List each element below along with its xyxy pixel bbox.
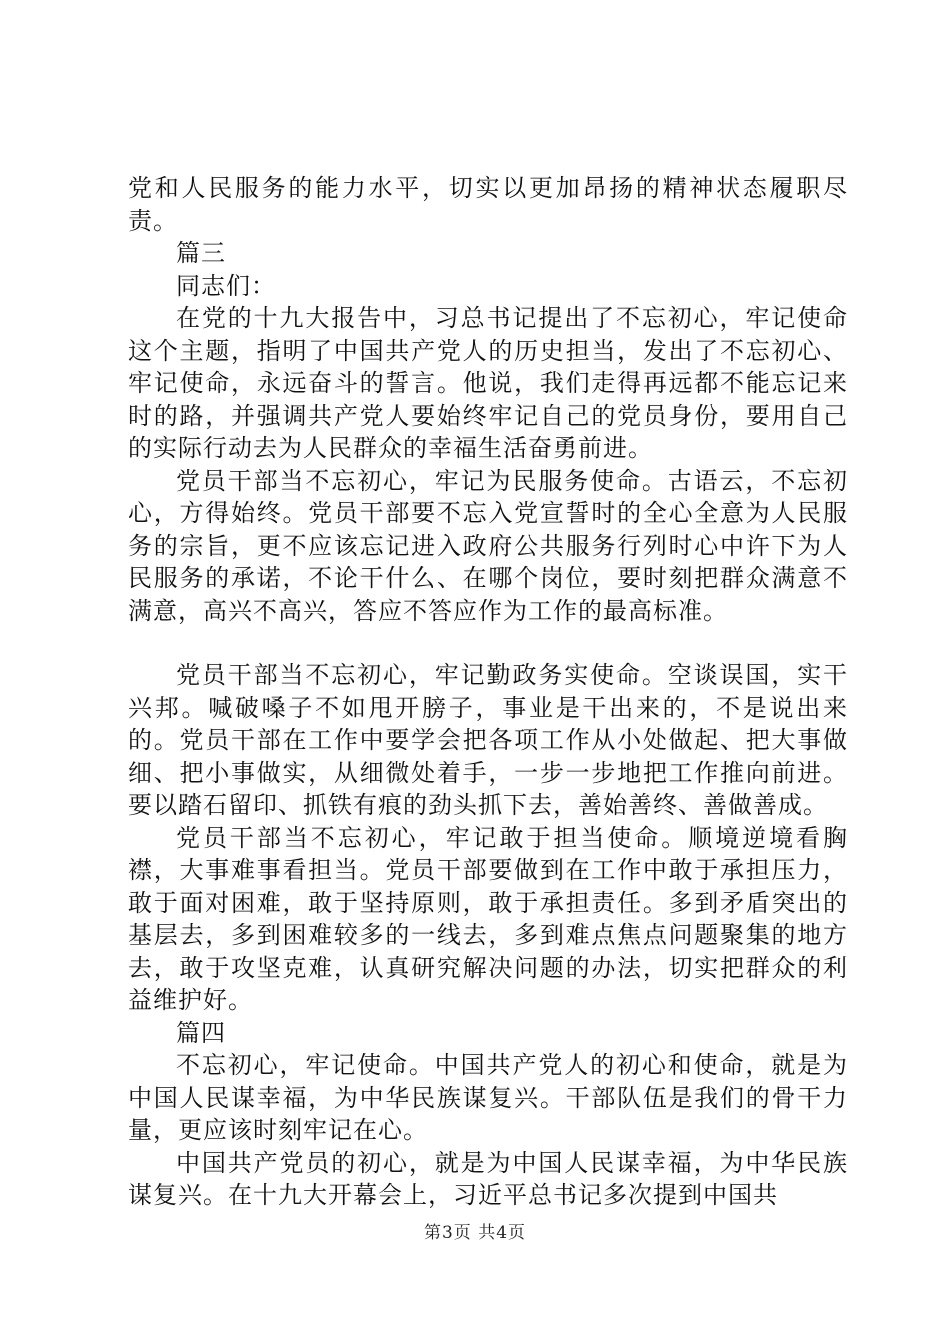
paragraph-gap — [128, 627, 848, 659]
paragraph: 在党的十九大报告中，习总书记提出了不忘初心，牢记使命这个主题，指明了中国共产党人的历史担当，发出了不忘初心、牢记使命，永远奋斗的誓言。他说，我们走得再远都不能忘记来时的路，并强调共产党人要始终牢记自己的党员身份，要用自己的实际行动去为人民群众的幸福生活奋勇前进。 — [128, 304, 848, 462]
page-footer: 第3页 共4页 — [423, 1223, 527, 1243]
paragraph: 党员干部当不忘初心，牢记敢于担当使命。顺境逆境看胸襟，大事难事看担当。党员干部要做到在工作中敢于承担压力，敢于面对困难，敢于坚持原则，敢于承担责任。多到矛盾突出的基层去，多到困难较多的一线去，多到难点焦点问题聚集的地方去，敢于攻坚克难，认真研究解决问题的办法，切实把群众的利益维护好。 — [128, 823, 848, 1014]
paragraph-continuation: 党和人民服务的能力水平，切实以更加昂扬的精神状态履职尽责。 — [128, 174, 848, 235]
paragraph: 党员干部当不忘初心，牢记勤政务实使命。空谈误国，实干兴邦。喊破嗓子不如甩开膀子，事业是干出来的，不是说出来的。党员干部在工作中要学会把各项工作从小处做起、把大事做细、把小事做实，从细微处着手，一步一步地把工作推向前进。要以踏石留印、抓铁有痕的劲头抓下去，善始善终、善做善成。 — [128, 661, 848, 819]
section-heading-3: 篇三 — [176, 239, 226, 267]
section-heading-4: 篇四 — [176, 1018, 226, 1047]
paragraph: 不忘初心，牢记使命。中国共产党人的初心和使命，就是为中国人民谋幸福，为中华民族谋复兴。干部队伍是我们的骨干力量，更应该时刻牢记在心。 — [128, 1051, 848, 1144]
salutation: 同志们： — [176, 271, 276, 300]
paragraph: 中国共产党员的初心，就是为中国人民谋幸福，为中华民族谋复兴。在十九大开幕会上，习近平总书记多次提到中国共 — [128, 1148, 848, 1209]
paragraph: 党员干部当不忘初心，牢记为民服务使命。古语云，不忘初心，方得始终。党员干部要不忘入党宣誓时的全心全意为人民服务的宗旨，更不应该忘记进入政府公共服务行列时心中许下为人民服务的承诺，不论干什么、在哪个岗位，要时刻把群众满意不满意，高兴不高兴，答应不答应作为工作的最高标准。 — [128, 466, 848, 625]
document-body — [128, 172, 848, 1212]
